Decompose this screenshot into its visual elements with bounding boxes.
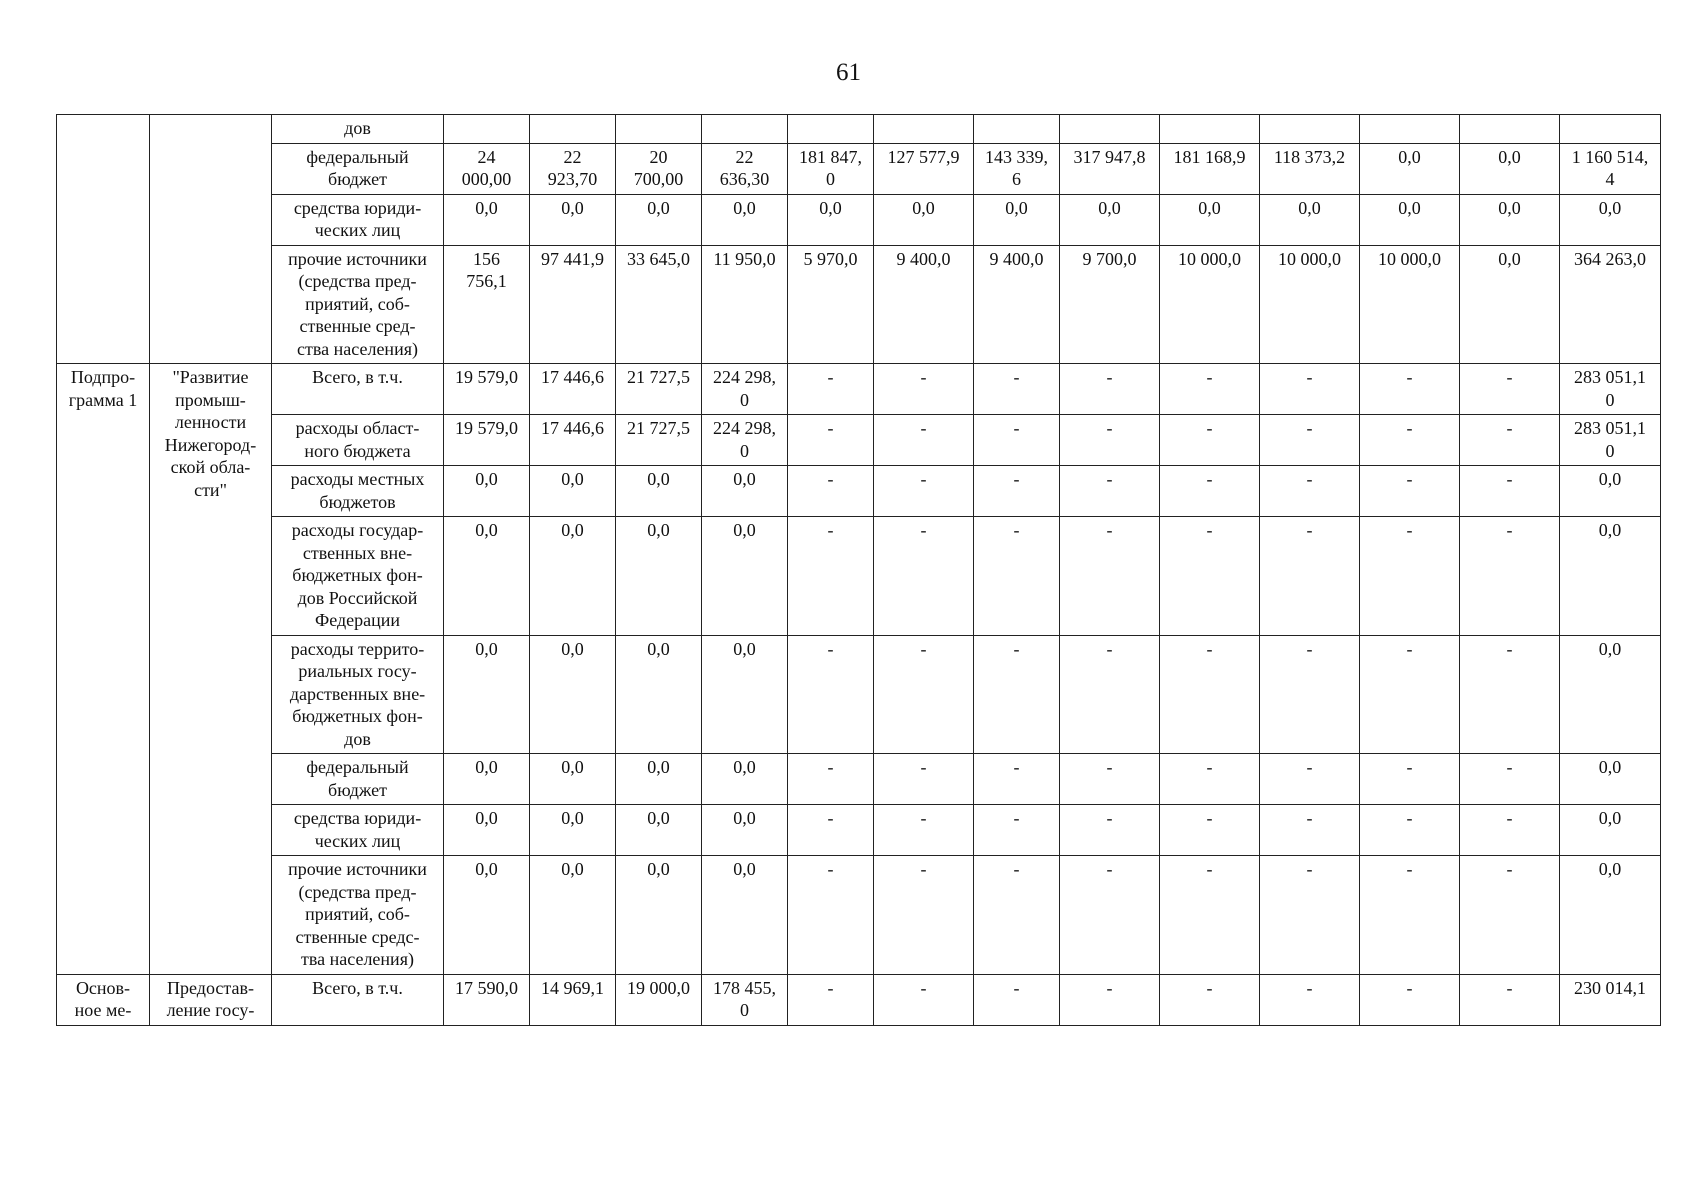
amount-cell: [702, 115, 788, 144]
amount-cell: [1060, 115, 1160, 144]
amount-cell: [1560, 115, 1661, 144]
amount-cell: -: [874, 517, 974, 636]
amount-cell: 0,0: [616, 517, 702, 636]
amount-cell: -: [1260, 974, 1360, 1025]
table-row: [57, 245, 1661, 364]
amount-cell: -: [974, 364, 1060, 415]
table-row: [57, 115, 1661, 144]
amount-cell: -: [1260, 466, 1360, 517]
amount-cell: -: [1460, 805, 1560, 856]
amount-cell: 17 590,0: [444, 974, 530, 1025]
amount-cell: 5 970,0: [788, 245, 874, 364]
amount-cell: -: [1360, 754, 1460, 805]
amount-cell: -: [974, 415, 1060, 466]
amount-cell: 9 400,0: [974, 245, 1060, 364]
amount-cell: 0,0: [530, 856, 616, 975]
amount-cell: 0,0: [444, 194, 530, 245]
amount-cell: 0,0: [1460, 143, 1560, 194]
amount-cell: -: [1160, 517, 1260, 636]
amount-cell: -: [1060, 517, 1160, 636]
table-row: [57, 415, 1661, 466]
amount-cell: 0,0: [1460, 245, 1560, 364]
amount-cell: 181 168,9: [1160, 143, 1260, 194]
program-status-cell: [57, 115, 150, 364]
funding-source-cell: прочие источники (средства пред- приятий, соб- ственные средс- тва населения): [272, 856, 444, 975]
amount-cell: 0,0: [616, 754, 702, 805]
amount-cell: 0,0: [702, 805, 788, 856]
amount-cell: 0,0: [1560, 466, 1661, 517]
amount-cell: [1360, 115, 1460, 144]
amount-cell: 0,0: [530, 805, 616, 856]
amount-cell: -: [1460, 364, 1560, 415]
amount-cell: -: [1460, 974, 1560, 1025]
table-row: [57, 805, 1661, 856]
program-status-cell: Подпро- грамма 1: [57, 364, 150, 975]
amount-cell: 19 579,0: [444, 415, 530, 466]
funding-source-cell: средства юриди- ческих лиц: [272, 805, 444, 856]
amount-cell: [530, 115, 616, 144]
amount-cell: 0,0: [1160, 194, 1260, 245]
amount-cell: 17 446,6: [530, 364, 616, 415]
amount-cell: 0,0: [702, 856, 788, 975]
table-row: [57, 635, 1661, 754]
amount-cell: 19 579,0: [444, 364, 530, 415]
budget-table: [56, 114, 1661, 1026]
amount-cell: 9 400,0: [874, 245, 974, 364]
amount-cell: 143 339, 6: [974, 143, 1060, 194]
amount-cell: 10 000,0: [1160, 245, 1260, 364]
amount-cell: 156 756,1: [444, 245, 530, 364]
amount-cell: -: [974, 856, 1060, 975]
amount-cell: 0,0: [444, 754, 530, 805]
amount-cell: -: [1060, 974, 1160, 1025]
page-number: 61: [836, 59, 861, 86]
amount-cell: 0,0: [616, 194, 702, 245]
table-row: [57, 754, 1661, 805]
amount-cell: -: [788, 754, 874, 805]
amount-cell: 0,0: [1460, 194, 1560, 245]
amount-cell: 0,0: [874, 194, 974, 245]
amount-cell: -: [874, 754, 974, 805]
amount-cell: 0,0: [530, 635, 616, 754]
amount-cell: 0,0: [530, 466, 616, 517]
amount-cell: 0,0: [1560, 194, 1661, 245]
funding-source-cell: федеральный бюджет: [272, 143, 444, 194]
amount-cell: -: [1360, 517, 1460, 636]
funding-source-cell: расходы местных бюджетов: [272, 466, 444, 517]
amount-cell: -: [788, 856, 874, 975]
amount-cell: -: [788, 517, 874, 636]
amount-cell: 21 727,5: [616, 364, 702, 415]
amount-cell: -: [788, 466, 874, 517]
amount-cell: -: [788, 364, 874, 415]
amount-cell: -: [1060, 805, 1160, 856]
amount-cell: -: [974, 466, 1060, 517]
amount-cell: -: [1260, 754, 1360, 805]
amount-cell: 0,0: [530, 517, 616, 636]
amount-cell: 283 051,1 0: [1560, 415, 1661, 466]
amount-cell: [1460, 115, 1560, 144]
table-row: [57, 974, 1661, 1025]
amount-cell: 0,0: [616, 466, 702, 517]
table-row: [57, 364, 1661, 415]
amount-cell: -: [974, 754, 1060, 805]
amount-cell: -: [874, 805, 974, 856]
amount-cell: -: [1060, 635, 1160, 754]
amount-cell: -: [788, 805, 874, 856]
amount-cell: -: [1260, 805, 1360, 856]
amount-cell: -: [874, 364, 974, 415]
amount-cell: 11 950,0: [702, 245, 788, 364]
amount-cell: 0,0: [702, 194, 788, 245]
amount-cell: 0,0: [1560, 754, 1661, 805]
funding-source-cell: расходы террито- риальных госу- дарственных вне- бюджетных фон- дов: [272, 635, 444, 754]
amount-cell: -: [974, 974, 1060, 1025]
funding-source-cell: Всего, в т.ч.: [272, 974, 444, 1025]
amount-cell: -: [1160, 364, 1260, 415]
amount-cell: 0,0: [788, 194, 874, 245]
amount-cell: 10 000,0: [1360, 245, 1460, 364]
amount-cell: 19 000,0: [616, 974, 702, 1025]
table-row: [57, 856, 1661, 975]
amount-cell: -: [788, 635, 874, 754]
amount-cell: -: [1460, 856, 1560, 975]
amount-cell: -: [1260, 517, 1360, 636]
amount-cell: -: [1160, 754, 1260, 805]
amount-cell: 14 969,1: [530, 974, 616, 1025]
amount-cell: [1160, 115, 1260, 144]
amount-cell: 24 000,00: [444, 143, 530, 194]
amount-cell: 0,0: [444, 517, 530, 636]
amount-cell: -: [874, 466, 974, 517]
amount-cell: 22 923,70: [530, 143, 616, 194]
amount-cell: -: [1060, 754, 1160, 805]
amount-cell: -: [1360, 415, 1460, 466]
amount-cell: 0,0: [530, 194, 616, 245]
amount-cell: -: [1360, 466, 1460, 517]
amount-cell: -: [1360, 856, 1460, 975]
amount-cell: 317 947,8: [1060, 143, 1160, 194]
amount-cell: 0,0: [616, 856, 702, 975]
amount-cell: 0,0: [1560, 517, 1661, 636]
amount-cell: 10 000,0: [1260, 245, 1360, 364]
amount-cell: -: [1260, 856, 1360, 975]
amount-cell: 0,0: [1360, 143, 1460, 194]
amount-cell: 97 441,9: [530, 245, 616, 364]
amount-cell: [788, 115, 874, 144]
amount-cell: [1260, 115, 1360, 144]
amount-cell: 230 014,1: [1560, 974, 1661, 1025]
program-name-cell: "Развитие промыш- ленности Нижегород- ской обла- сти": [150, 364, 272, 975]
amount-cell: 17 446,6: [530, 415, 616, 466]
amount-cell: 181 847, 0: [788, 143, 874, 194]
amount-cell: 0,0: [702, 517, 788, 636]
amount-cell: -: [874, 415, 974, 466]
program-name-cell: [150, 115, 272, 364]
funding-source-cell: расходы государ- ственных вне- бюджетных фон- дов Российской Федерации: [272, 517, 444, 636]
amount-cell: -: [1360, 805, 1460, 856]
amount-cell: 364 263,0: [1560, 245, 1661, 364]
amount-cell: 0,0: [444, 856, 530, 975]
funding-source-cell: Всего, в т.ч.: [272, 364, 444, 415]
amount-cell: -: [1260, 635, 1360, 754]
amount-cell: -: [1460, 415, 1560, 466]
amount-cell: 0,0: [616, 635, 702, 754]
amount-cell: -: [1460, 466, 1560, 517]
table-row: [57, 466, 1661, 517]
amount-cell: -: [1060, 466, 1160, 517]
amount-cell: -: [874, 974, 974, 1025]
amount-cell: 0,0: [1360, 194, 1460, 245]
amount-cell: 178 455, 0: [702, 974, 788, 1025]
table-row: [57, 517, 1661, 636]
amount-cell: -: [1160, 856, 1260, 975]
amount-cell: -: [1160, 974, 1260, 1025]
funding-source-cell: дов: [272, 115, 444, 144]
amount-cell: -: [1360, 635, 1460, 754]
funding-source-cell: федеральный бюджет: [272, 754, 444, 805]
amount-cell: -: [974, 635, 1060, 754]
amount-cell: -: [1260, 364, 1360, 415]
amount-cell: 21 727,5: [616, 415, 702, 466]
program-name-cell: Предостав- ление госу-: [150, 974, 272, 1025]
amount-cell: [444, 115, 530, 144]
amount-cell: [616, 115, 702, 144]
amount-cell: -: [788, 415, 874, 466]
amount-cell: 0,0: [530, 754, 616, 805]
amount-cell: -: [1060, 364, 1160, 415]
amount-cell: -: [874, 635, 974, 754]
amount-cell: 0,0: [444, 805, 530, 856]
amount-cell: 283 051,1 0: [1560, 364, 1661, 415]
amount-cell: 224 298, 0: [702, 415, 788, 466]
amount-cell: -: [1060, 856, 1160, 975]
amount-cell: [974, 115, 1060, 144]
amount-cell: 0,0: [702, 635, 788, 754]
amount-cell: 0,0: [1560, 805, 1661, 856]
amount-cell: 0,0: [1260, 194, 1360, 245]
amount-cell: -: [974, 517, 1060, 636]
amount-cell: 1 160 514, 4: [1560, 143, 1661, 194]
amount-cell: 0,0: [1560, 635, 1661, 754]
funding-source-cell: расходы област- ного бюджета: [272, 415, 444, 466]
amount-cell: -: [1360, 364, 1460, 415]
amount-cell: 20 700,00: [616, 143, 702, 194]
table-row: [57, 143, 1661, 194]
amount-cell: [874, 115, 974, 144]
amount-cell: 33 645,0: [616, 245, 702, 364]
amount-cell: 9 700,0: [1060, 245, 1160, 364]
amount-cell: 118 373,2: [1260, 143, 1360, 194]
amount-cell: 0,0: [702, 466, 788, 517]
amount-cell: -: [1360, 974, 1460, 1025]
amount-cell: -: [1260, 415, 1360, 466]
amount-cell: 0,0: [1560, 856, 1661, 975]
amount-cell: -: [1060, 415, 1160, 466]
amount-cell: 0,0: [1060, 194, 1160, 245]
amount-cell: -: [874, 856, 974, 975]
amount-cell: -: [1160, 466, 1260, 517]
amount-cell: -: [1160, 415, 1260, 466]
amount-cell: -: [974, 805, 1060, 856]
program-status-cell: Основ- ное ме-: [57, 974, 150, 1025]
amount-cell: 224 298, 0: [702, 364, 788, 415]
amount-cell: -: [1460, 754, 1560, 805]
funding-source-cell: прочие источники (средства пред- приятий, соб- ственные сред- ства населения): [272, 245, 444, 364]
funding-source-cell: средства юриди- ческих лиц: [272, 194, 444, 245]
amount-cell: -: [1160, 805, 1260, 856]
amount-cell: 0,0: [702, 754, 788, 805]
amount-cell: -: [1460, 635, 1560, 754]
amount-cell: 0,0: [616, 805, 702, 856]
amount-cell: -: [1160, 635, 1260, 754]
amount-cell: -: [1460, 517, 1560, 636]
amount-cell: 127 577,9: [874, 143, 974, 194]
amount-cell: -: [788, 974, 874, 1025]
amount-cell: 0,0: [444, 635, 530, 754]
amount-cell: 0,0: [444, 466, 530, 517]
amount-cell: 0,0: [974, 194, 1060, 245]
amount-cell: 22 636,30: [702, 143, 788, 194]
table-row: [57, 194, 1661, 245]
